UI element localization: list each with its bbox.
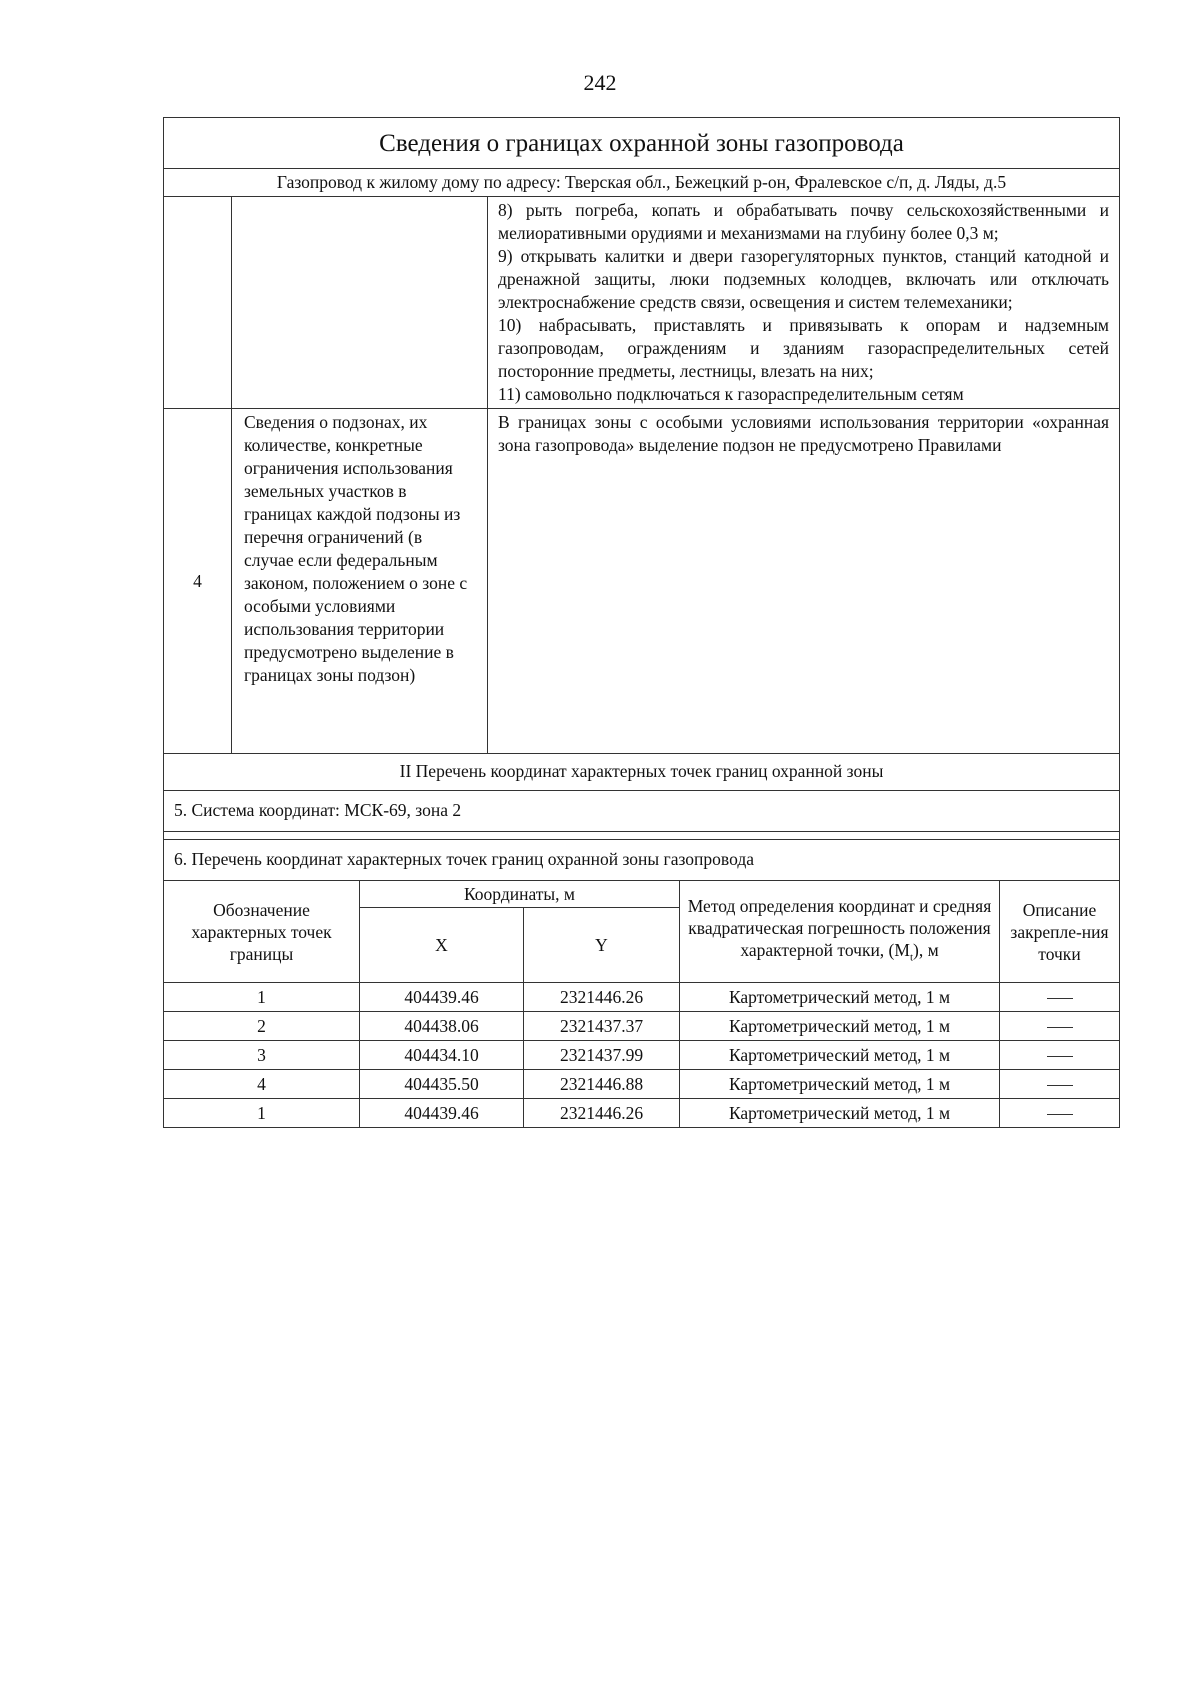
method: Картометрический метод, 1 м	[680, 1012, 1000, 1041]
restriction-item: 11) самовольно подключаться к газораспределительным сетям	[498, 384, 964, 404]
table-row	[164, 1012, 1120, 1041]
coord-x: 404438.06	[360, 1012, 524, 1041]
header-y: Y	[524, 908, 680, 983]
coord-x: 404434.10	[360, 1041, 524, 1070]
restriction-item: 9) открывать калитки и двери газорегуляторных пунктов, станций катодной и дренажной защиты, люки подземных колодцев, включать или отключать электроснабжение средств связи, освещения и систем телемеханики;	[498, 246, 1110, 312]
table-row	[164, 983, 1120, 1012]
dash-icon	[1047, 998, 1073, 999]
section-2-title: II Перечень координат характерных точек границ охранной зоны	[164, 754, 1120, 791]
header-designation: Обозначение характерных точек границы	[164, 881, 360, 983]
dash-icon	[1047, 1027, 1073, 1028]
zone-document	[163, 117, 1119, 1128]
method: Картометрический метод, 1 м	[680, 983, 1000, 1012]
subzones-value: В границах зоны с особыми условиями использования территории «охранная зона газопровода» выделение подзон не предусмотрено Правилами	[488, 409, 1120, 754]
coord-y: 2321446.88	[524, 1070, 680, 1099]
method: Картометрический метод, 1 м	[680, 1099, 1000, 1128]
method: Картометрический метод, 1 м	[680, 1041, 1000, 1070]
restrictions-row	[164, 197, 1120, 409]
coord-x: 404435.50	[360, 1070, 524, 1099]
coord-x: 404439.46	[360, 983, 524, 1012]
description-cell	[1000, 1041, 1120, 1070]
method: Картометрический метод, 1 м	[680, 1070, 1000, 1099]
dash-icon	[1047, 1056, 1073, 1057]
table-row	[164, 1041, 1120, 1070]
dash-icon	[1047, 1114, 1073, 1115]
zone-info-table	[163, 117, 1120, 880]
coord-y: 2321446.26	[524, 1099, 680, 1128]
gas-pipeline-address: Газопровод к жилому дому по адресу: Тверская обл., Бежецкий р-он, Фралевское с/п, д. Ляды, д.5	[164, 169, 1120, 197]
header-method-text: Метод определения координат и средняя квадратическая погрешность положения характерной точки, (M	[687, 895, 992, 960]
point-number: 1	[164, 1099, 360, 1128]
subzones-label: Сведения о подзонах, их количестве, конкретные ограничения использования земельных участков в границах каждой подзоны из перечня ограничений (в случае если федеральным законом, положением о зоне с особыми условиями использования территории предусмотрено выделение в границах зоны подзон)	[232, 409, 488, 754]
point-number: 1	[164, 983, 360, 1012]
coordinates-table	[163, 880, 1120, 1128]
restrictions-list	[488, 197, 1120, 409]
description-cell	[1000, 1012, 1120, 1041]
coord-x: 404439.46	[360, 1099, 524, 1128]
table-row	[164, 1070, 1120, 1099]
coord-y: 2321437.99	[524, 1041, 680, 1070]
subzones-row	[164, 409, 1120, 754]
subzones-number: 4	[164, 409, 232, 754]
header-method-unit: ), м	[913, 939, 939, 960]
header-coordinates: Координаты, м	[360, 881, 680, 908]
coord-y: 2321437.37	[524, 1012, 680, 1041]
coordinate-system: 5. Система координат: МСК-69, зона 2	[164, 791, 1120, 832]
dash-icon	[1047, 1085, 1073, 1086]
restrictions-number-cell	[164, 197, 232, 409]
restriction-item: 8) рыть погреба, копать и обрабатывать почву сельскохозяйственными и мелиоративными орудиями и механизмами на глубину более 0,3 м;	[498, 200, 1110, 243]
spacer	[164, 832, 1120, 840]
header-x: X	[360, 908, 524, 983]
description-cell	[1000, 983, 1120, 1012]
header-description: Описание закрепле-ния точки	[1000, 881, 1120, 983]
point-number: 4	[164, 1070, 360, 1099]
restriction-item: 10) набрасывать, приставлять и привязывать к опорам и надземным газопроводам, ограждениям и зданиям газораспределительных сетей посторонние предметы, лестницы, влезать на них;	[498, 315, 1110, 381]
document-title: Сведения о границах охранной зоны газопровода	[164, 118, 1120, 169]
coordinate-list-title: 6. Перечень координат характерных точек границ охранной зоны газопровода	[164, 840, 1120, 881]
coord-y: 2321446.26	[524, 983, 680, 1012]
description-cell	[1000, 1099, 1120, 1128]
table-row	[164, 1099, 1120, 1128]
restrictions-label-cell	[232, 197, 488, 409]
page-number: 242	[583, 70, 617, 95]
point-number: 2	[164, 1012, 360, 1041]
header-method-subscript: t	[909, 951, 914, 964]
header-method	[680, 881, 1000, 983]
point-number: 3	[164, 1041, 360, 1070]
description-cell	[1000, 1070, 1120, 1099]
